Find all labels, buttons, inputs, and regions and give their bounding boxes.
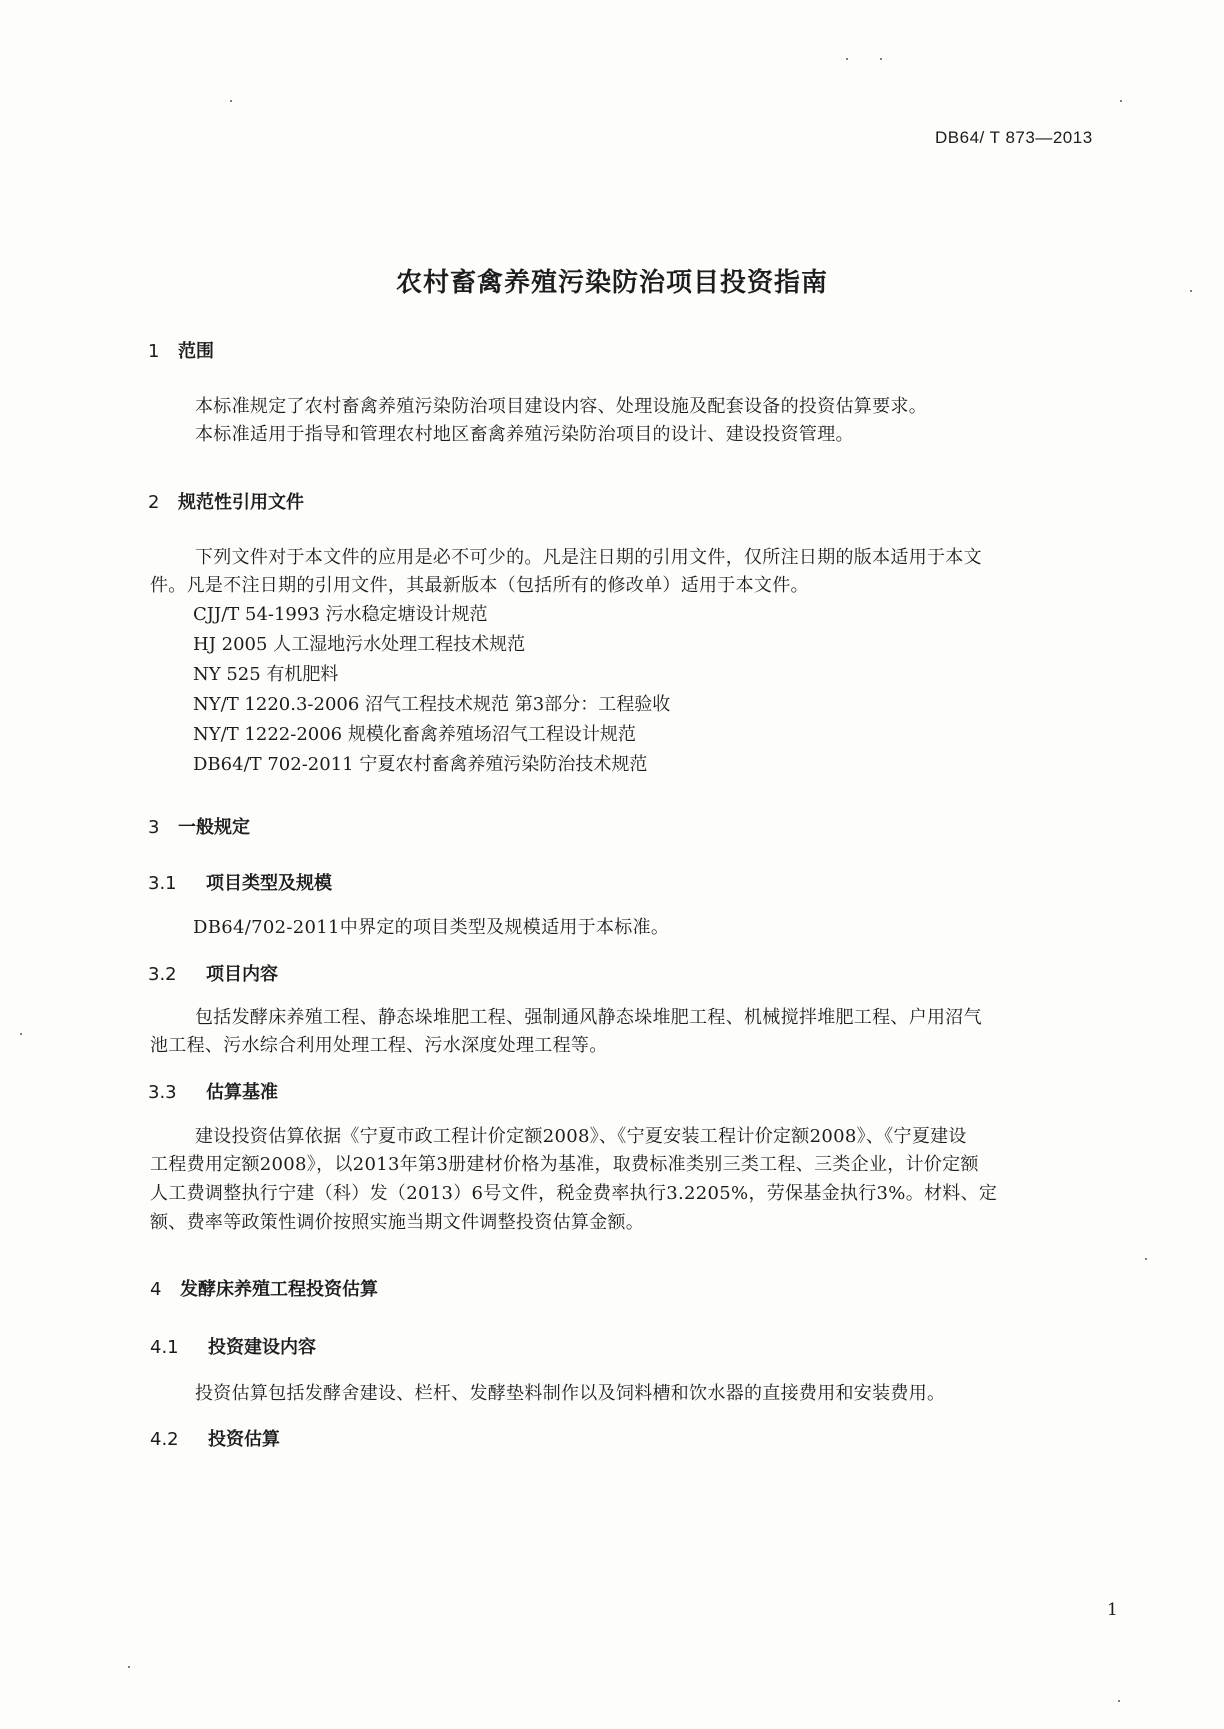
subsection-4-2-heading bbox=[150, 1425, 280, 1451]
scan-speck bbox=[1120, 100, 1122, 102]
paragraph: 下列文件对于本文件的应用是必不可少的。凡是注日期的引用文件，仅所注日期的版本适用于本文 bbox=[195, 547, 982, 568]
reference-item: NY/T 1220.3-2006 沼气工程技术规范 第3部分：工程验收 bbox=[193, 694, 671, 715]
subsection-number: 4.2 bbox=[150, 1429, 179, 1450]
subsection-3-2-heading bbox=[148, 960, 278, 986]
paragraph: 投资估算包括发酵舍建设、栏杆、发酵垫料制作以及饲料槽和饮水器的直接费用和安装费用。 bbox=[195, 1383, 946, 1404]
section-3-heading bbox=[148, 813, 250, 839]
reference-item: HJ 2005 人工湿地污水处理工程技术规范 bbox=[193, 634, 526, 655]
scan-speck bbox=[230, 100, 232, 102]
paragraph: 池工程、污水综合利用处理工程、污水深度处理工程等。 bbox=[150, 1035, 608, 1056]
section-number: 4 bbox=[150, 1279, 162, 1300]
section-number: 2 bbox=[148, 492, 160, 513]
paragraph: DB64/702-2011中界定的项目类型及规模适用于本标准。 bbox=[193, 917, 670, 938]
reference-item: NY 525 有机肥料 bbox=[193, 664, 339, 685]
subsection-number: 3.1 bbox=[148, 873, 177, 894]
section-title: 范围 bbox=[178, 341, 214, 362]
paragraph: 额、费率等政策性调价按照实施当期文件调整投资估算金额。 bbox=[150, 1212, 645, 1233]
paragraph: 包括发酵床养殖工程、静态垛堆肥工程、强制通风静态垛堆肥工程、机械搅拌堆肥工程、户用沼气 bbox=[195, 1007, 982, 1028]
section-title: 发酵床养殖工程投资估算 bbox=[180, 1279, 378, 1300]
subsection-title: 项目内容 bbox=[206, 964, 278, 985]
scan-speck bbox=[1190, 290, 1192, 292]
scan-speck bbox=[20, 1033, 22, 1035]
reference-item: CJJ/T 54-1993 污水稳定塘设计规范 bbox=[193, 604, 488, 625]
paragraph: 人工费调整执行宁建（科）发（2013）6号文件，税金费率执行3.2205%，劳保基金执行3%。材料、定 bbox=[150, 1183, 998, 1204]
scan-speck bbox=[846, 58, 848, 60]
subsection-number: 3.2 bbox=[148, 964, 177, 985]
subsection-number: 3.3 bbox=[148, 1082, 177, 1103]
subsection-title: 估算基准 bbox=[206, 1082, 278, 1103]
paragraph: 本标准适用于指导和管理农村地区畜禽养殖污染防治项目的设计、建设投资管理。 bbox=[195, 424, 854, 445]
subsection-number: 4.1 bbox=[150, 1337, 179, 1358]
section-number: 1 bbox=[148, 341, 160, 362]
paragraph: 本标准规定了农村畜禽养殖污染防治项目建设内容、处理设施及配套设备的投资估算要求。 bbox=[195, 396, 927, 417]
section-title: 一般规定 bbox=[178, 817, 250, 838]
subsection-3-1-heading bbox=[148, 869, 332, 895]
reference-item: NY/T 1222-2006 规模化畜禽养殖场沼气工程设计规范 bbox=[193, 724, 636, 745]
subsection-title: 项目类型及规模 bbox=[206, 873, 332, 894]
section-title: 规范性引用文件 bbox=[178, 492, 304, 513]
scan-speck bbox=[128, 1666, 130, 1668]
section-1-heading bbox=[148, 337, 214, 363]
paragraph: 工程费用定额2008》，以2013年第3册建材价格为基准，取费标准类别三类工程、三类企业，计价定额 bbox=[150, 1154, 979, 1175]
subsection-3-3-heading bbox=[148, 1078, 278, 1104]
section-number: 3 bbox=[148, 817, 160, 838]
document-title: 农村畜禽养殖污染防治项目投资指南 bbox=[395, 268, 828, 298]
subsection-title: 投资建设内容 bbox=[208, 1337, 316, 1358]
scan-speck bbox=[880, 58, 882, 60]
paragraph: 件。凡是不注日期的引用文件，其最新版本（包括所有的修改单）适用于本文件。 bbox=[150, 575, 809, 596]
subsection-4-1-heading bbox=[150, 1333, 316, 1359]
document-number: DB64/ T 873—2013 bbox=[935, 128, 1093, 147]
section-2-heading bbox=[148, 488, 304, 514]
subsection-title: 投资估算 bbox=[208, 1429, 280, 1450]
paragraph: 建设投资估算依据《宁夏市政工程计价定额2008》、《宁夏安装工程计价定额2008》、《宁夏建设 bbox=[195, 1126, 967, 1147]
page-number: 1 bbox=[1107, 1600, 1118, 1620]
reference-item: DB64/T 702-2011 宁夏农村畜禽养殖污染防治技术规范 bbox=[193, 754, 648, 775]
scan-speck bbox=[1145, 1258, 1147, 1260]
scan-speck bbox=[1118, 1700, 1120, 1702]
section-4-heading bbox=[150, 1275, 378, 1301]
